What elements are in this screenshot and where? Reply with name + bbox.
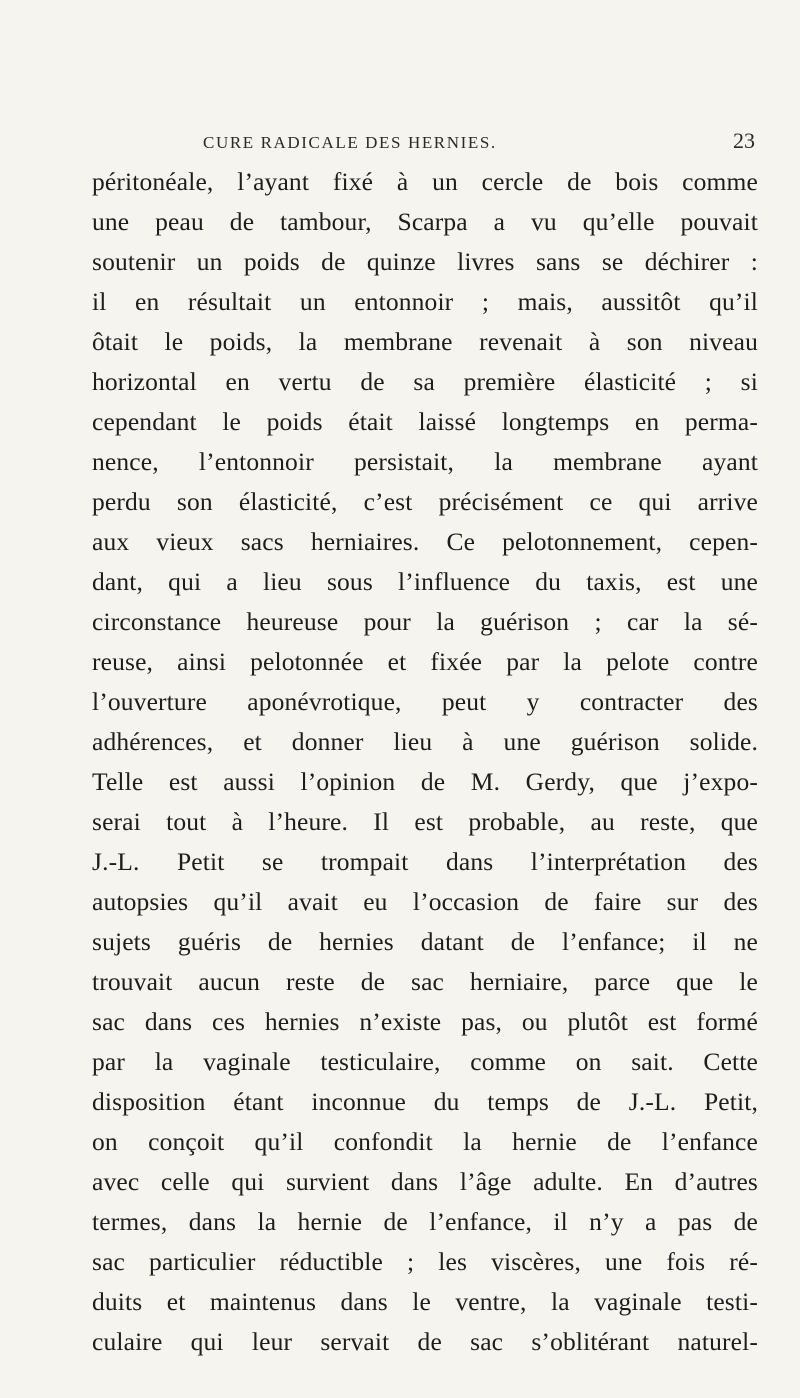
text-line: avec celle qui survient dans l’âge adulte. En d’autres xyxy=(92,1167,758,1196)
text-line: par la vaginale testiculaire, comme on sait. Cette xyxy=(92,1047,758,1076)
text-line: J.-L. Petit se trompait dans l’interprétation des xyxy=(92,847,758,876)
text-line: serai tout à l’heure. Il est probable, au reste, que xyxy=(92,807,758,836)
running-title: CURE RADICALE DES HERNIES. xyxy=(203,133,497,152)
text-line: circonstance heureuse pour la guérison ; car la sé- xyxy=(92,607,758,636)
page-number: 23 xyxy=(733,128,755,153)
text-line: adhérences, et donner lieu à une guérison solide. xyxy=(92,727,758,756)
text-line: reuse, ainsi pelotonnée et fixée par la pelote contre xyxy=(92,647,758,676)
text-line: on conçoit qu’il confondit la hernie de l’enfance xyxy=(92,1127,758,1156)
text-line: duits et maintenus dans le ventre, la vaginale testi- xyxy=(92,1287,758,1316)
text-line: culaire qui leur servait de sac s’oblitérant naturel- xyxy=(92,1327,758,1356)
text-line: une peau de tambour, Scarpa a vu qu’elle pouvait xyxy=(92,207,758,236)
text-line: il en résultait un entonnoir ; mais, aussitôt qu’il xyxy=(92,287,758,316)
text-line: péritonéale, l’ayant fixé à un cercle de bois comme xyxy=(92,167,758,196)
text-line: sujets guéris de hernies datant de l’enfance; il ne xyxy=(92,927,758,956)
body-text xyxy=(92,162,758,1362)
text-line: termes, dans la hernie de l’enfance, il n’y a pas de xyxy=(92,1207,758,1236)
text-line: cependant le poids était laissé longtemps en perma- xyxy=(92,407,758,436)
text-line: disposition étant inconnue du temps de J.-L. Petit, xyxy=(92,1087,758,1116)
text-line: l’ouverture aponévrotique, peut y contracter des xyxy=(92,687,758,716)
text-line: ôtait le poids, la membrane revenait à son niveau xyxy=(92,327,758,356)
text-line: autopsies qu’il avait eu l’occasion de faire sur des xyxy=(92,887,758,916)
text-line: horizontal en vertu de sa première élasticité ; si xyxy=(92,367,758,396)
text-line: trouvait aucun reste de sac herniaire, parce que le xyxy=(92,967,758,996)
text-line: aux vieux sacs herniaires. Ce pelotonnement, cepen- xyxy=(92,527,758,556)
text-line: sac particulier réductible ; les viscères, une fois ré- xyxy=(92,1247,758,1276)
text-line: nence, l’entonnoir persistait, la membrane ayant xyxy=(92,447,758,476)
text-line: sac dans ces hernies n’existe pas, ou plutôt est formé xyxy=(92,1007,758,1036)
text-line: Telle est aussi l’opinion de M. Gerdy, que j’expo- xyxy=(92,767,758,796)
text-line: dant, qui a lieu sous l’influence du taxis, est une xyxy=(92,567,758,596)
text-line: perdu son élasticité, c’est précisément ce qui arrive xyxy=(92,487,758,516)
text-line: soutenir un poids de quinze livres sans se déchirer : xyxy=(92,247,758,276)
